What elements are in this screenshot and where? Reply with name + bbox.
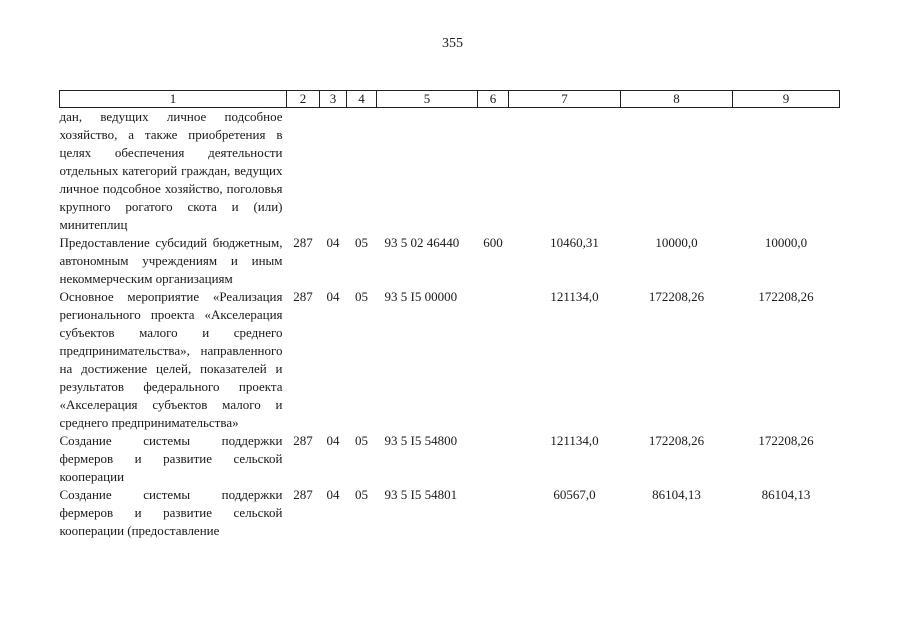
table-body	[60, 108, 840, 541]
header-col-2: 2	[287, 91, 320, 108]
row-description: Предоставление субсидий бюджетным, автономным учреждениям и иным некоммерческим организациям	[59, 235, 283, 286]
table-row	[60, 234, 840, 288]
row-description: Создание системы поддержки фермеров и развитие сельской кооперации (предоставление	[59, 487, 283, 538]
row-amount-col9: 10000,0	[764, 235, 808, 250]
row-amount-col8: 10000,0	[655, 235, 698, 250]
header-col-7: 7	[509, 91, 621, 108]
header-col-9: 9	[733, 91, 840, 108]
row-target-article: 93 5 I5 54800	[384, 433, 458, 448]
header-row	[60, 91, 840, 108]
row-subsection: 05	[355, 487, 368, 502]
row-amount-col7	[509, 108, 621, 235]
budget-table	[59, 90, 840, 540]
header-col-3: 3	[320, 91, 347, 108]
table-row	[60, 288, 840, 432]
row-amount-col7: 60567,0	[553, 487, 596, 502]
row-section: 04	[326, 487, 340, 502]
row-amount-col8: 172208,26	[648, 433, 705, 448]
page-number: 355	[442, 36, 463, 51]
row-ministry-code: 287	[293, 433, 313, 448]
table-row	[60, 432, 840, 486]
row-ministry-code: 287	[293, 235, 313, 250]
row-target-article	[377, 108, 478, 235]
row-amount-col8: 86104,13	[652, 487, 701, 502]
row-subsection: 05	[355, 235, 368, 250]
table-header	[60, 91, 840, 108]
row-expense-type	[478, 108, 509, 235]
row-subsection	[347, 108, 377, 235]
row-section	[320, 108, 347, 235]
header-col-5: 5	[377, 91, 478, 108]
row-ministry-code: 287	[293, 289, 313, 304]
table-row	[60, 486, 840, 540]
row-description: Создание системы поддержки фермеров и развитие сельской кооперации	[59, 433, 283, 484]
row-target-article: 93 5 I5 00000	[384, 289, 458, 304]
row-expense-type	[478, 486, 509, 540]
row-description: дан, ведущих личное подсобное хозяйство, а также приобретения в целях обеспечения деятельности отдельных категорий граждан, ведущих личное подсобное хозяйство, поголовья крупного рогатого скота и (или) минитеплиц	[59, 109, 283, 232]
row-section: 04	[326, 235, 340, 250]
row-target-article: 93 5 I5 54801	[384, 487, 458, 502]
row-amount-col8	[621, 108, 733, 235]
row-section: 04	[326, 289, 340, 304]
row-amount-col9: 86104,13	[761, 487, 811, 502]
row-ministry-code: 287	[293, 487, 313, 502]
row-amount-col9: 172208,26	[758, 289, 814, 304]
row-subsection: 05	[355, 289, 368, 304]
header-col-1: 1	[60, 91, 287, 108]
row-amount-col9	[733, 108, 840, 235]
header-col-4: 4	[347, 91, 377, 108]
row-amount-col7: 121134,0	[550, 433, 599, 448]
header-col-6: 6	[478, 91, 509, 108]
row-description: Основное мероприятие «Реализация регионального проекта «Акселерация субъектов малого и среднего предпринимательства», направленного на достижение целей, показателей и результатов федерального проекта «Акселерация субъектов малого и среднего предпринимательства»	[59, 289, 283, 430]
row-section: 04	[326, 433, 340, 448]
header-col-8: 8	[621, 91, 733, 108]
row-expense-type	[478, 432, 509, 486]
row-amount-col7: 10460,31	[550, 235, 599, 250]
row-subsection: 05	[355, 433, 368, 448]
row-expense-type: 600	[483, 235, 503, 250]
row-amount-col9: 172208,26	[758, 433, 814, 448]
row-expense-type	[478, 288, 509, 432]
row-ministry-code	[287, 108, 320, 235]
row-amount-col7: 121134,0	[550, 289, 599, 304]
table-row	[60, 108, 840, 235]
row-target-article: 93 5 02 46440	[384, 235, 460, 250]
row-amount-col8: 172208,26	[648, 289, 705, 304]
